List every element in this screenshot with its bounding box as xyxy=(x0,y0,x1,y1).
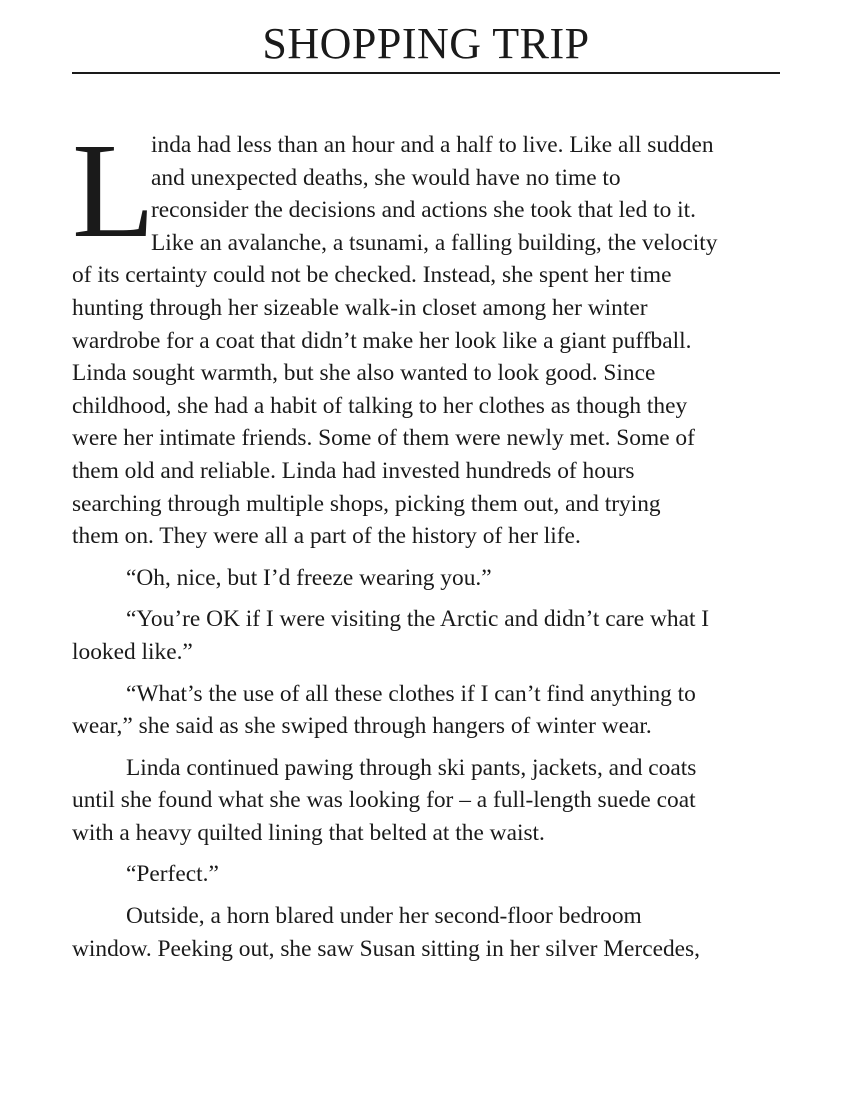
text-line: of its certainty could not be checked. Instead, she spent her time xyxy=(72,262,672,289)
paragraph-7 xyxy=(72,900,780,965)
text-line: “You’re OK if I were visiting the Arctic and didn’t care what I xyxy=(126,606,710,633)
text-line: “Oh, nice, but I’d freeze wearing you.” xyxy=(126,564,492,591)
text-line: wear,” she said as she swiped through hangers of winter wear. xyxy=(72,713,652,740)
text-line: “Perfect.” xyxy=(126,861,219,888)
paragraph-5 xyxy=(72,752,780,850)
text-line: Linda continued pawing through ski pants, jackets, and coats xyxy=(126,754,697,781)
book-page xyxy=(72,0,780,974)
text-line: hunting through her sizeable walk-in closet among her winter xyxy=(72,294,648,321)
text-line: were her intimate friends. Some of them were newly met. Some of xyxy=(72,425,695,452)
text-line: Like an avalanche, a tsunami, a falling building, the velocity xyxy=(151,229,718,256)
drop-cap: L xyxy=(72,116,156,266)
paragraph-6 xyxy=(72,858,780,891)
chapter-title: SHOPPING TRIP xyxy=(262,19,590,68)
paragraph-4 xyxy=(72,678,780,743)
text-line: wardrobe for a coat that didn’t make her look like a giant puffball. xyxy=(72,327,692,354)
text-line: searching through multiple shops, picking them out, and trying xyxy=(72,490,661,517)
text-line: them on. They were all a part of the history of her life. xyxy=(72,523,581,550)
text-line: with a heavy quilted lining that belted at the waist. xyxy=(72,819,545,846)
paragraph-2 xyxy=(72,562,780,595)
title-rule xyxy=(72,72,780,74)
text-line: looked like.” xyxy=(72,638,193,665)
paragraph-3 xyxy=(72,603,780,668)
chapter-body xyxy=(72,116,780,965)
text-line: them old and reliable. Linda had invested hundreds of hours xyxy=(72,457,635,484)
text-line: “What’s the use of all these clothes if I can’t find anything to xyxy=(126,680,696,707)
text-line: childhood, she had a habit of talking to her clothes as though they xyxy=(72,392,688,419)
text-line: and unexpected deaths, she would have no time to xyxy=(151,164,621,191)
text-line: Linda sought warmth, but she also wanted to look good. Since xyxy=(72,360,656,387)
text-line: inda had less than an hour and a half to live. Like all sudden xyxy=(151,132,714,158)
text-line: until she found what she was looking for – a full-length suede coat xyxy=(72,787,696,814)
text-line: Outside, a horn blared under her second-floor bedroom xyxy=(126,903,642,930)
text-line: reconsider the decisions and actions she took that led to it. xyxy=(151,197,696,224)
paragraph-1 xyxy=(72,116,780,553)
text-line: window. Peeking out, she saw Susan sitting in her silver Mercedes, xyxy=(72,935,700,962)
